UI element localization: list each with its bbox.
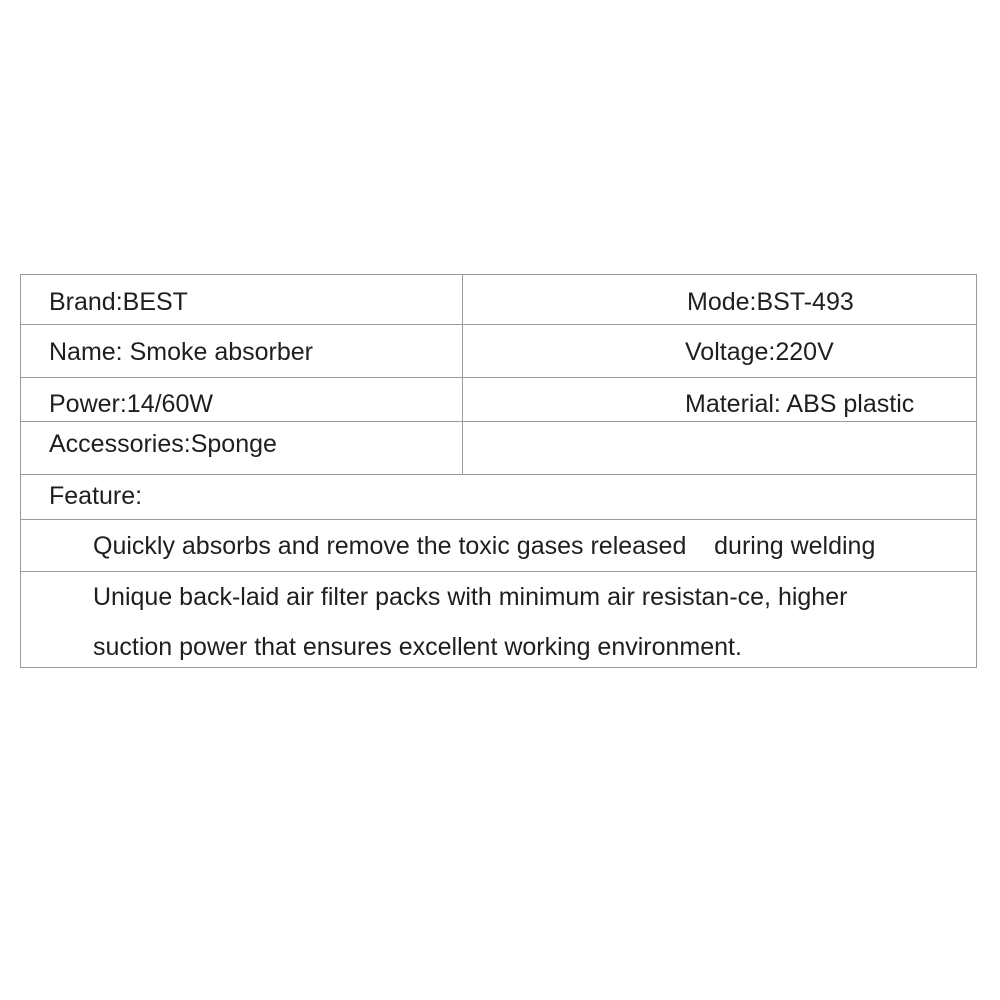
table-cell <box>21 378 463 421</box>
feature-text-2-line-1: Unique back-laid air filter packs with minimum air resistan-ce, higher <box>93 583 848 611</box>
table-cell <box>21 275 463 324</box>
voltage-text: Voltage:220V <box>685 338 834 366</box>
table-row-feature-label <box>21 475 976 520</box>
table-cell <box>463 325 976 377</box>
table-row-feature-2 <box>21 572 976 667</box>
table-cell <box>21 475 976 519</box>
brand-text: Brand:BEST <box>49 288 188 316</box>
table-cell <box>463 275 976 324</box>
spec-table <box>20 274 977 668</box>
table-row-brand <box>21 275 976 325</box>
feature-text-1: Quickly absorbs and remove the toxic gases released during welding <box>93 532 876 560</box>
table-cell <box>21 572 976 667</box>
feature-text-2-line-2: suction power that ensures excellent working environment. <box>93 633 742 661</box>
table-row-power <box>21 378 976 422</box>
model-text: Mode:BST-493 <box>687 288 854 316</box>
table-cell <box>21 325 463 377</box>
table-cell-empty <box>463 422 976 474</box>
accessories-text: Accessories:Sponge <box>49 430 277 458</box>
table-row-accessories <box>21 422 976 475</box>
material-text: Material: ABS plastic <box>685 390 915 418</box>
table-cell <box>21 520 976 571</box>
table-cell <box>463 378 976 421</box>
table-cell <box>21 422 463 474</box>
feature-label: Feature: <box>49 482 143 510</box>
power-text: Power:14/60W <box>49 390 213 418</box>
table-row-feature-1 <box>21 520 976 572</box>
name-text: Name: Smoke absorber <box>49 338 314 366</box>
table-row-name <box>21 325 976 378</box>
